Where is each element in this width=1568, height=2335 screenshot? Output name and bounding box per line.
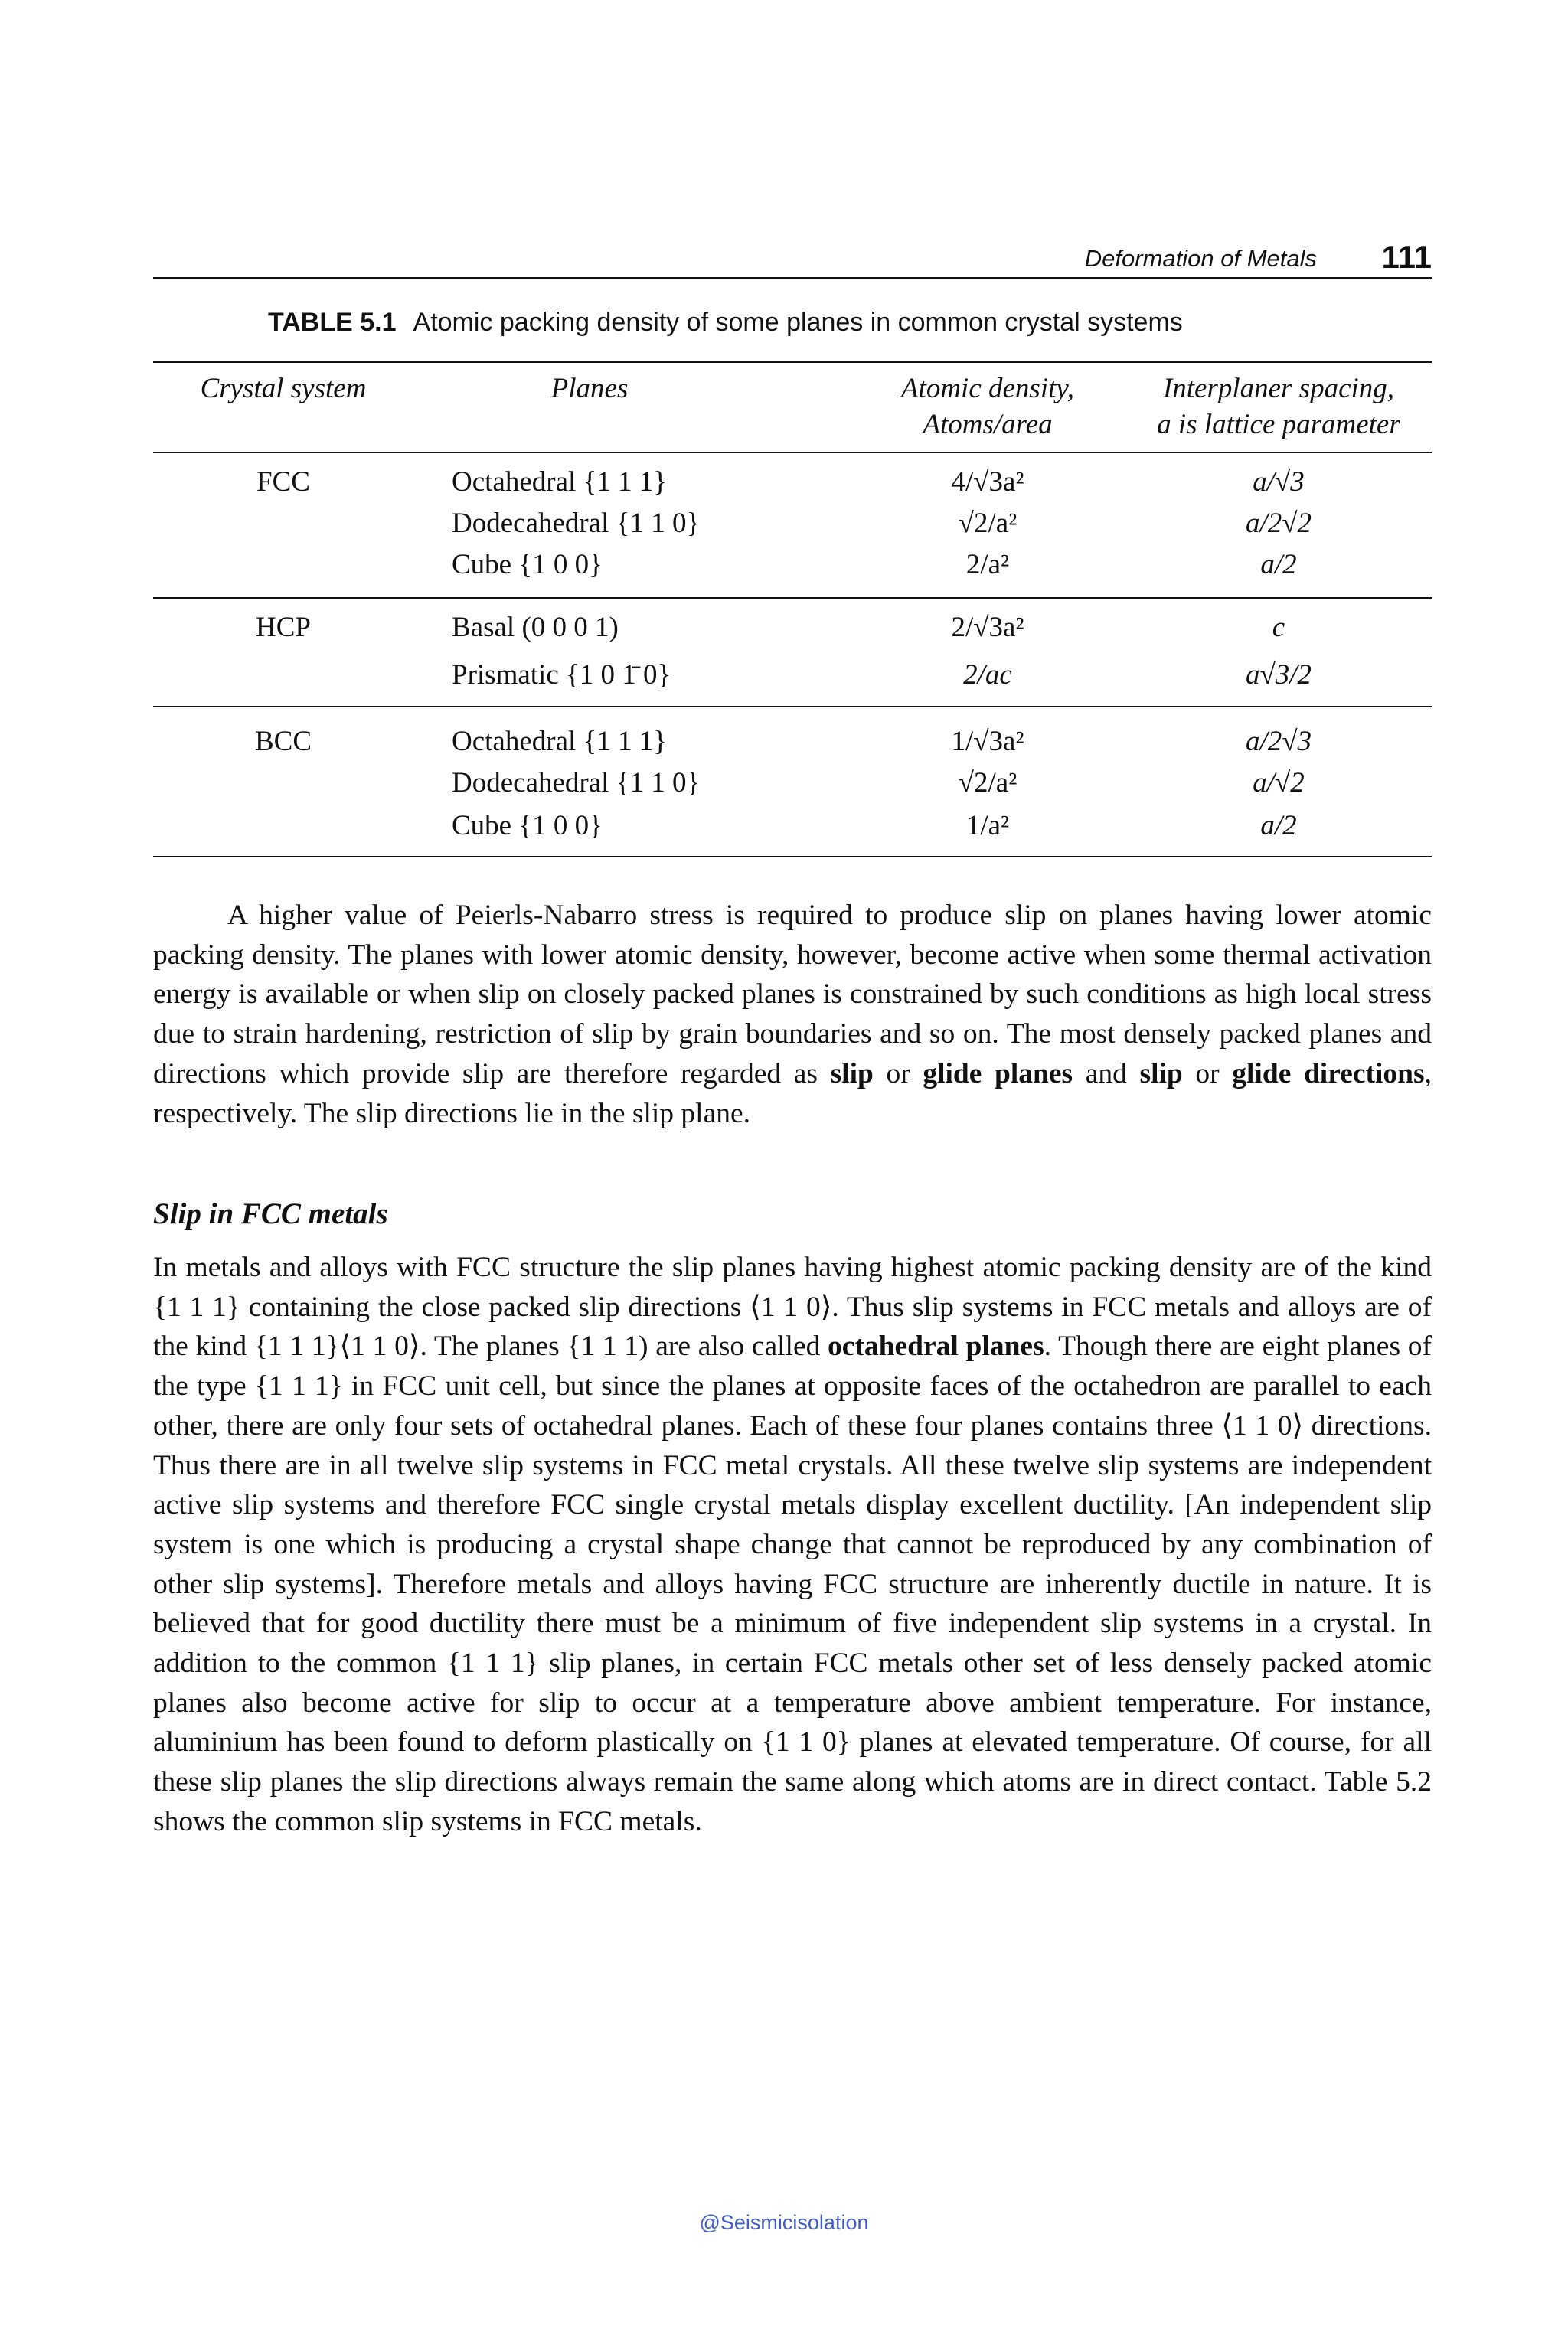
row-system: FCC — [256, 466, 310, 498]
term-glide-directions: glide directions — [1232, 1057, 1425, 1089]
row-spacing: a/√2 — [1253, 767, 1305, 798]
section-heading: Slip in FCC metals — [153, 1197, 388, 1230]
row-spacing: a/2 — [1260, 549, 1297, 580]
header-atomic-density-1: Atomic density, — [900, 373, 1075, 404]
row-density: 4/√3a² — [951, 466, 1024, 498]
term-glide-planes: glide planes — [923, 1057, 1073, 1089]
row-density: 1/a² — [965, 810, 1010, 841]
watermark — [0, 2211, 1568, 2235]
paragraph-text: , respectively. The slip directions lie in the slip plane. — [153, 1057, 1432, 1129]
paragraph-text: A higher value of Peierls-Nabarro stress is required to produce slip on planes having lower atomic packing density. The planes with lower atomic density, however, become active when some thermal activation energy is available or when slip on closely packed planes is constrained by such conditions as high local stress due to strain hardening, restriction of slip by grain boundaries and so on. The most densely packed planes and directions which provide slip are therefore regarded as — [153, 900, 1432, 1089]
table-group-rule — [153, 706, 1432, 707]
row-spacing: a√3/2 — [1245, 659, 1312, 691]
row-spacing: a/2√3 — [1245, 726, 1312, 757]
row-spacing: a/2√2 — [1245, 508, 1312, 539]
header-crystal-system: Crystal system — [200, 373, 367, 404]
row-density: 2/ac — [963, 659, 1012, 691]
row-plane: Cube {1 0 0} — [452, 810, 603, 841]
paragraph-text: In metals and alloys with FCC structure the slip planes having highest atomic packing density are of the kind {1 1 1} containing the close packed slip directions ⟨1 1 0⟩. Thus slip systems in FCC metals and alloys are of the kind {1 1 1}⟨1 1 0⟩. The planes {1 1 1) are also called — [153, 1252, 1432, 1363]
paragraph-fcc-slip — [153, 1248, 1432, 1842]
term-octahedral-planes: octahedral planes — [828, 1331, 1044, 1363]
row-spacing: a/2 — [1260, 810, 1297, 841]
term-slip: slip — [1139, 1057, 1183, 1089]
paragraph-text: or — [873, 1057, 923, 1089]
paragraph-text: . Though there are eight planes of the type {1 1 1} in FCC unit cell, but since the planes at opposite faces of the octahedron are parallel to each other, there are only four sets of octahedral planes. Each of these four planes contains three ⟨1 1 0⟩ directions. Thus there are in all twelve slip systems in FCC metal crystals. All these twelve slip systems are independent active slip systems and therefore FCC single crystal metals display excellent ductility. [An independent slip system is one which is producing a crystal shape change that cannot be reproduced by any combination of other slip systems]. Therefore metals and alloys having FCC structure are inherently ductile in nature. It is believed that for good ductility there must be a minimum of five independent slip systems in a crystal. In addition to the common {1 1 1} slip planes, in certain FCC metals other set of less densely packed atomic planes also become active for slip to occur at a temperature above ambient temperature. For instance, aluminium has been found to deform plastically on {1 1 0} planes at elevated temperature. Of course, for all these slip planes the slip directions always remain the same along which atoms are in direct contact. Table 5.2 shows the common slip systems in FCC metals. — [153, 1331, 1432, 1837]
row-plane: Octahedral {1 1 1} — [452, 726, 668, 757]
header-spacing-2: a is lattice parameter — [1157, 409, 1400, 440]
table-header-rule — [153, 452, 1432, 453]
row-plane: Prismatic {1 0 1̄ 0} — [452, 659, 671, 691]
row-spacing: c — [1272, 612, 1285, 643]
running-title: Deformation of Metals — [1084, 245, 1317, 272]
table-bottom-rule — [153, 856, 1432, 857]
row-density: √2/a² — [958, 767, 1018, 798]
table-caption-text: Atomic packing density of some planes in common crystal systems — [413, 308, 1183, 337]
row-plane: Octahedral {1 1 1} — [452, 466, 668, 498]
watermark-text: @Seismicisolation — [699, 2211, 869, 2234]
header-atomic-density-2: Atoms/area — [923, 409, 1053, 440]
row-plane: Dodecahedral {1 1 0} — [452, 508, 701, 539]
row-density: 1/√3a² — [951, 726, 1024, 757]
header-spacing-1: Interplaner spacing, — [1162, 373, 1395, 404]
table-top-rule — [153, 361, 1432, 363]
row-system: HCP — [256, 612, 311, 643]
term-slip: slip — [830, 1057, 874, 1089]
paragraph-peierls-nabarro — [153, 896, 1432, 1133]
row-plane: Dodecahedral {1 1 0} — [452, 767, 701, 798]
row-density: 2/a² — [965, 549, 1010, 580]
page-number: 111 — [1381, 239, 1432, 275]
paragraph-text: and — [1073, 1057, 1140, 1089]
row-density: 2/√3a² — [951, 612, 1024, 643]
packing-density-table — [153, 0, 1432, 919]
table-caption-label: TABLE 5.1 — [268, 308, 397, 337]
table-group-rule — [153, 597, 1432, 599]
paragraph-text: or — [1182, 1057, 1233, 1089]
row-plane: Basal (0 0 0 1) — [452, 612, 619, 643]
header-planes: Planes — [550, 373, 629, 404]
row-density: √2/a² — [958, 508, 1018, 539]
row-system: BCC — [254, 726, 312, 757]
row-spacing: a/√3 — [1253, 466, 1305, 498]
row-plane: Cube {1 0 0} — [452, 549, 603, 580]
